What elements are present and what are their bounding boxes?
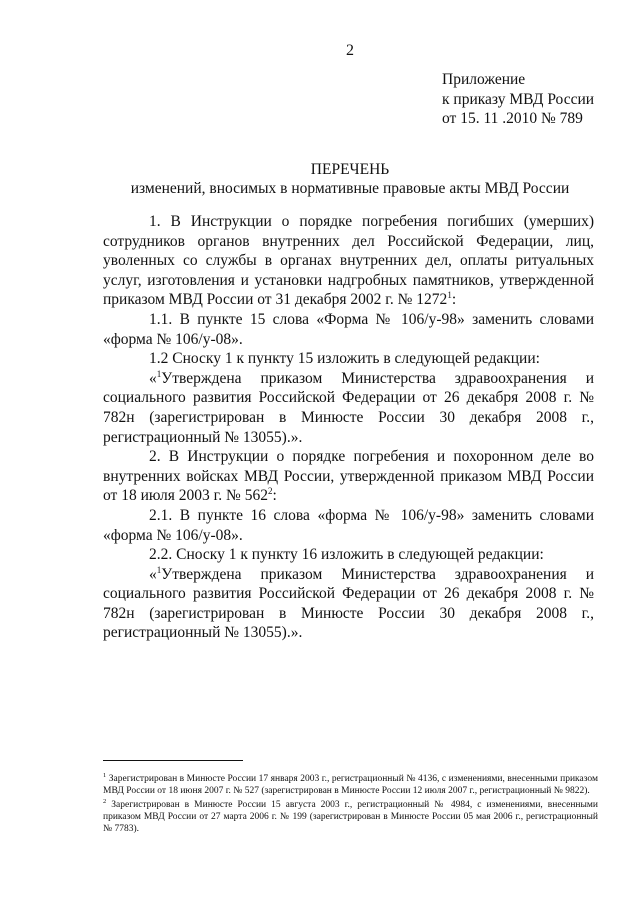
footnote-1-mark: 1	[103, 771, 107, 779]
document-title: ПЕРЕЧЕНЬ	[310, 161, 390, 178]
footnote-2	[103, 799, 598, 835]
page-number: 2	[346, 42, 354, 59]
quote-ref-1: 1	[156, 368, 162, 379]
paragraph-2-3-text: Утверждена приказом Министерства здравоохранения и социального развития Российской Федерации от 26 декабря 2008 г. № 782н (зарегистрирован в Минюсте России 30 декабря 2008 г., регистрационный № 13055).».	[103, 565, 594, 642]
footnote-ref-2: 2	[267, 486, 273, 497]
footnote-2-mark: 2	[103, 797, 107, 805]
document-body	[103, 212, 594, 643]
paragraph-1-1: 1.1. В пункте 15 слова «Форма № 106/у-98» заменить словами «форма № 106/у-08».	[103, 310, 594, 348]
paragraph-2	[103, 447, 594, 506]
appendix-block	[442, 70, 594, 129]
quote-open-2: «	[149, 565, 157, 583]
quote-ref-2: 1	[156, 564, 162, 575]
paragraph-2-tail: :	[272, 487, 277, 505]
appendix-line-2: к приказу МВД России	[442, 90, 595, 108]
paragraph-1	[103, 212, 594, 310]
paragraph-1-3	[103, 369, 594, 447]
paragraph-1-3-text: Утверждена приказом Министерства здравоохранения и социального развития Российской Федерации от 26 декабря 2008 г. № 782н (зарегистрирован в Минюсте России 30 декабря 2008 г., регистрационный № 13055).».	[103, 369, 594, 446]
footnote-ref-1: 1	[447, 290, 452, 301]
paragraph-1-text: 1. В Инструкции о порядке погребения погибших (умерших) сотрудников органов внутренних дел Российской Федерации, лиц, уволенных со службы в органах внутренних дел, оплаты ритуальных услуг, изготовления и установки надгробных памятников, утвержденной приказом МВД России от 31 декабря 2002 г. № 1272	[103, 213, 594, 309]
footnotes	[103, 773, 598, 837]
quote-open-1: «	[149, 369, 157, 387]
document-subtitle: изменений, вносимых в нормативные правовые акты МВД России	[130, 180, 570, 197]
footnote-1	[103, 773, 598, 797]
footnote-2-text: Зарегистрирован в Минюсте России 15 августа 2003 г., регистрационный № 4984, с изменениями, внесенными приказом МВД России от 27 марта 2006 г. № 199 (зарегистрирован в Минюсте России 05 мая 2006 г., регистрационный № 7783).	[103, 800, 598, 834]
paragraph-2-text: 2. В Инструкции о порядке погребения и похоронном деле во внутренних войсках МВД России, утвержденной приказом МВД России от 18 июля 2003 г. № 562	[103, 448, 594, 505]
appendix-line-1: Приложение	[442, 71, 526, 88]
paragraph-2-3	[103, 565, 594, 643]
paragraph-2-1: 2.1. В пункте 16 слова «форма № 106/у-98» заменить словами «форма № 106/у-08».	[103, 506, 594, 544]
paragraph-2-2: 2.2. Сноску 1 к пункту 16 изложить в следующей редакции:	[149, 546, 544, 564]
footnote-separator	[103, 760, 243, 761]
paragraph-1-tail: :	[451, 291, 457, 309]
paragraph-1-2: 1.2 Сноску 1 к пункту 15 изложить в следующей редакции:	[149, 350, 540, 368]
appendix-line-3: от 15. 11 .2010 № 789	[442, 110, 583, 127]
footnote-1-text: Зарегистрирован в Минюсте России 17 января 2003 г., регистрационный № 4136, с изменениями, внесенными приказом МВД России от 18 июня 2007 г. № 527 (зарегистрирован в Минюсте России 12 июля 2007 г., регистрационный № 9822).	[103, 774, 598, 796]
